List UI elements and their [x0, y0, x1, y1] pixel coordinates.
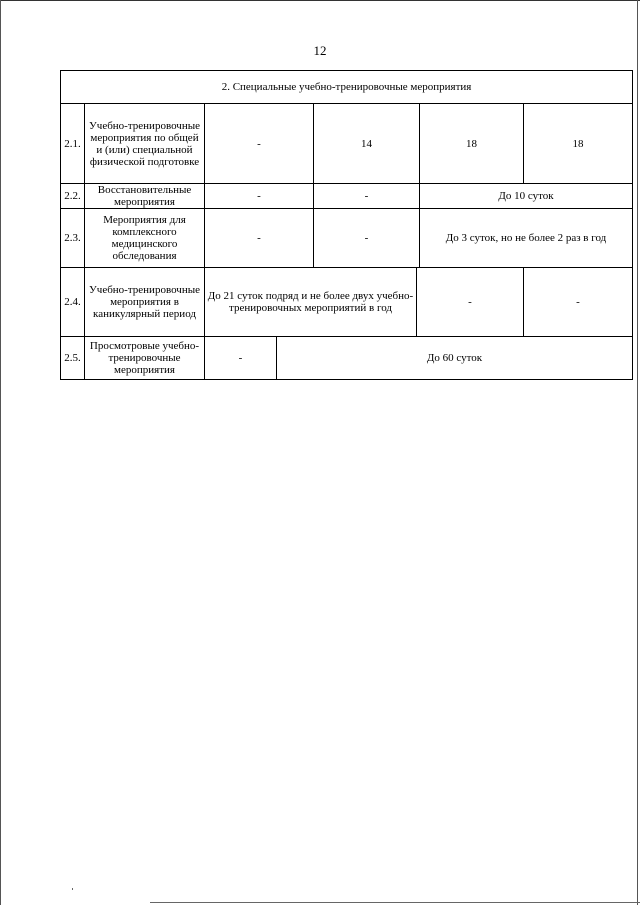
value-cell: 14	[314, 104, 420, 184]
row-number: 2.3.	[61, 209, 85, 268]
page-edge-top	[0, 0, 640, 1]
table-row	[61, 209, 633, 268]
table-row	[61, 268, 633, 337]
value-cell: -	[205, 104, 314, 184]
value-cell: -	[314, 209, 420, 268]
page-edge-bottom	[150, 902, 640, 903]
value-cell: 18	[420, 104, 524, 184]
value-cell: -	[417, 268, 524, 337]
event-name: Просмотровые учебно-тренировочные мероприятия	[85, 337, 205, 380]
value-cell-merged: До 60 суток	[277, 337, 633, 380]
training-events-table	[60, 70, 633, 380]
value-cell-merged: До 10 суток	[420, 184, 633, 209]
section-header-row	[61, 71, 633, 104]
value-cell-merged: До 3 суток, но не более 2 раз в год	[420, 209, 633, 268]
value-cell-merged: До 21 суток подряд и не более двух учебно-тренировочных мероприятий в год	[205, 268, 417, 337]
event-name: Мероприятия для комплексного медицинского обследования	[85, 209, 205, 268]
value-cell: -	[314, 184, 420, 209]
event-name: Учебно-тренировочные мероприятия по общей и (или) специальной физической подготовке	[85, 104, 205, 184]
row-number: 2.2.	[61, 184, 85, 209]
page-edge-right	[637, 0, 638, 905]
event-name: Учебно-тренировочные мероприятия в каникулярный период	[85, 268, 205, 337]
table-row	[61, 184, 633, 209]
page-number: 12	[313, 43, 327, 58]
page-edge-left	[0, 0, 1, 905]
row-number: 2.1.	[61, 104, 85, 184]
value-cell: 18	[524, 104, 633, 184]
row-number: 2.4.	[61, 268, 85, 337]
row-number: 2.5.	[61, 337, 85, 380]
value-cell: -	[524, 268, 633, 337]
table-row	[61, 104, 633, 184]
scan-speck	[72, 888, 73, 890]
value-cell: -	[205, 337, 277, 380]
section-title: 2. Специальные учебно-тренировочные мероприятия	[61, 71, 633, 104]
value-cell: -	[205, 184, 314, 209]
value-cell: -	[205, 209, 314, 268]
table-row	[61, 337, 633, 380]
event-name: Восстановительные мероприятия	[85, 184, 205, 209]
